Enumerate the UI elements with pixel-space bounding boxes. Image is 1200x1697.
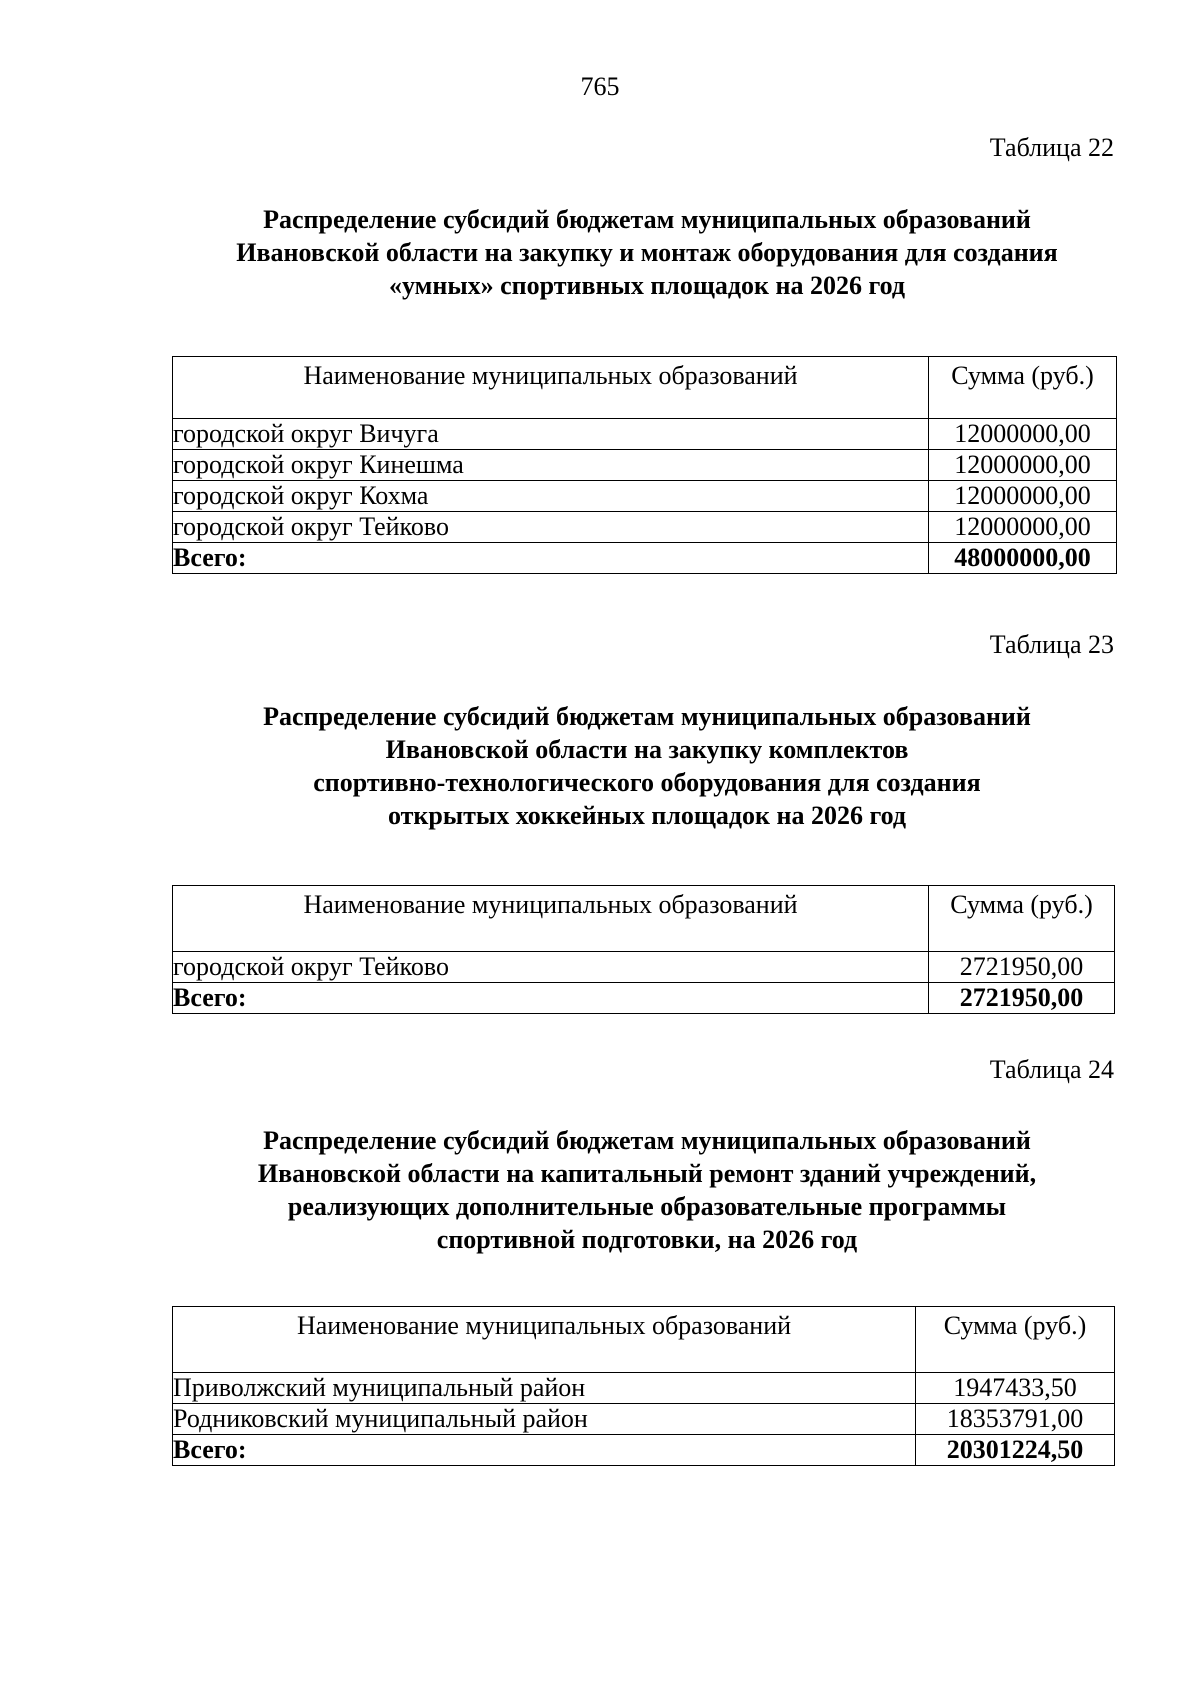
table-title-22 xyxy=(172,203,1122,302)
table-header-row xyxy=(173,1307,1115,1373)
table-title-line: Ивановской области на закупку и монтаж оборудования для создания xyxy=(236,238,1058,267)
table-label-22: Таблица 22 xyxy=(989,133,1114,162)
total-label: Всего: xyxy=(173,1435,916,1466)
row-name: городской округ Вичуга xyxy=(173,419,929,450)
table-row xyxy=(173,450,1117,481)
row-name: городской округ Тейково xyxy=(173,512,929,543)
row-sum: 1947433,50 xyxy=(916,1373,1115,1404)
table-label-24: Таблица 24 xyxy=(989,1055,1114,1084)
page-number: 765 xyxy=(580,72,620,101)
total-sum: 20301224,50 xyxy=(916,1435,1115,1466)
table-row xyxy=(173,512,1117,543)
column-header-sum: Сумма (руб.) xyxy=(929,886,1115,952)
table-title-line: Распределение субсидий бюджетам муниципальных образований xyxy=(263,205,1031,234)
table-title-line: открытых хоккейных площадок на 2026 год xyxy=(387,801,907,830)
table-total-row xyxy=(173,543,1117,574)
table-total-row xyxy=(173,983,1115,1014)
table-title-line: «умных» спортивных площадок на 2026 год xyxy=(388,271,906,300)
row-name: Приволжский муниципальный район xyxy=(173,1373,916,1404)
table-row xyxy=(173,1373,1115,1404)
subsidy-table-22 xyxy=(172,356,1117,574)
table-row xyxy=(173,1404,1115,1435)
table-title-23 xyxy=(172,700,1122,832)
row-sum: 12000000,00 xyxy=(929,419,1117,450)
row-sum: 12000000,00 xyxy=(929,450,1117,481)
table-header-row xyxy=(173,886,1115,952)
column-header-name: Наименование муниципальных образований xyxy=(173,1307,916,1373)
total-label: Всего: xyxy=(173,983,929,1014)
table-title-line: спортивно-технологического оборудования для создания xyxy=(313,768,981,797)
table-header-row xyxy=(173,357,1117,419)
table-row xyxy=(173,481,1117,512)
table-row xyxy=(173,952,1115,983)
column-header-sum: Сумма (руб.) xyxy=(916,1307,1115,1373)
row-sum: 2721950,00 xyxy=(929,952,1115,983)
row-sum: 18353791,00 xyxy=(916,1404,1115,1435)
table-title-line: реализующих дополнительные образовательные программы xyxy=(287,1192,1007,1221)
subsidy-table-24 xyxy=(172,1306,1115,1466)
total-label: Всего: xyxy=(173,543,929,574)
total-sum: 48000000,00 xyxy=(929,543,1117,574)
table-label-23: Таблица 23 xyxy=(989,630,1114,659)
row-name: Родниковский муниципальный район xyxy=(173,1404,916,1435)
total-sum: 2721950,00 xyxy=(929,983,1115,1014)
subsidy-table-23 xyxy=(172,885,1115,1014)
table-title-line: Распределение субсидий бюджетам муниципальных образований xyxy=(263,702,1031,731)
table-total-row xyxy=(173,1435,1115,1466)
column-header-sum: Сумма (руб.) xyxy=(929,357,1117,419)
table-title-line: Распределение субсидий бюджетам муниципальных образований xyxy=(263,1126,1031,1155)
row-name: городской округ Тейково xyxy=(173,952,929,983)
table-title-line: Ивановской области на закупку комплектов xyxy=(385,735,909,764)
table-title-line: спортивной подготовки, на 2026 год xyxy=(436,1225,858,1254)
row-sum: 12000000,00 xyxy=(929,512,1117,543)
row-name: городской округ Кинешма xyxy=(173,450,929,481)
column-header-name: Наименование муниципальных образований xyxy=(173,357,929,419)
column-header-name: Наименование муниципальных образований xyxy=(173,886,929,952)
table-row xyxy=(173,419,1117,450)
row-name: городской округ Кохма xyxy=(173,481,929,512)
table-title-24 xyxy=(172,1124,1122,1256)
table-title-line: Ивановской области на капитальный ремонт зданий учреждений, xyxy=(257,1159,1037,1188)
row-sum: 12000000,00 xyxy=(929,481,1117,512)
